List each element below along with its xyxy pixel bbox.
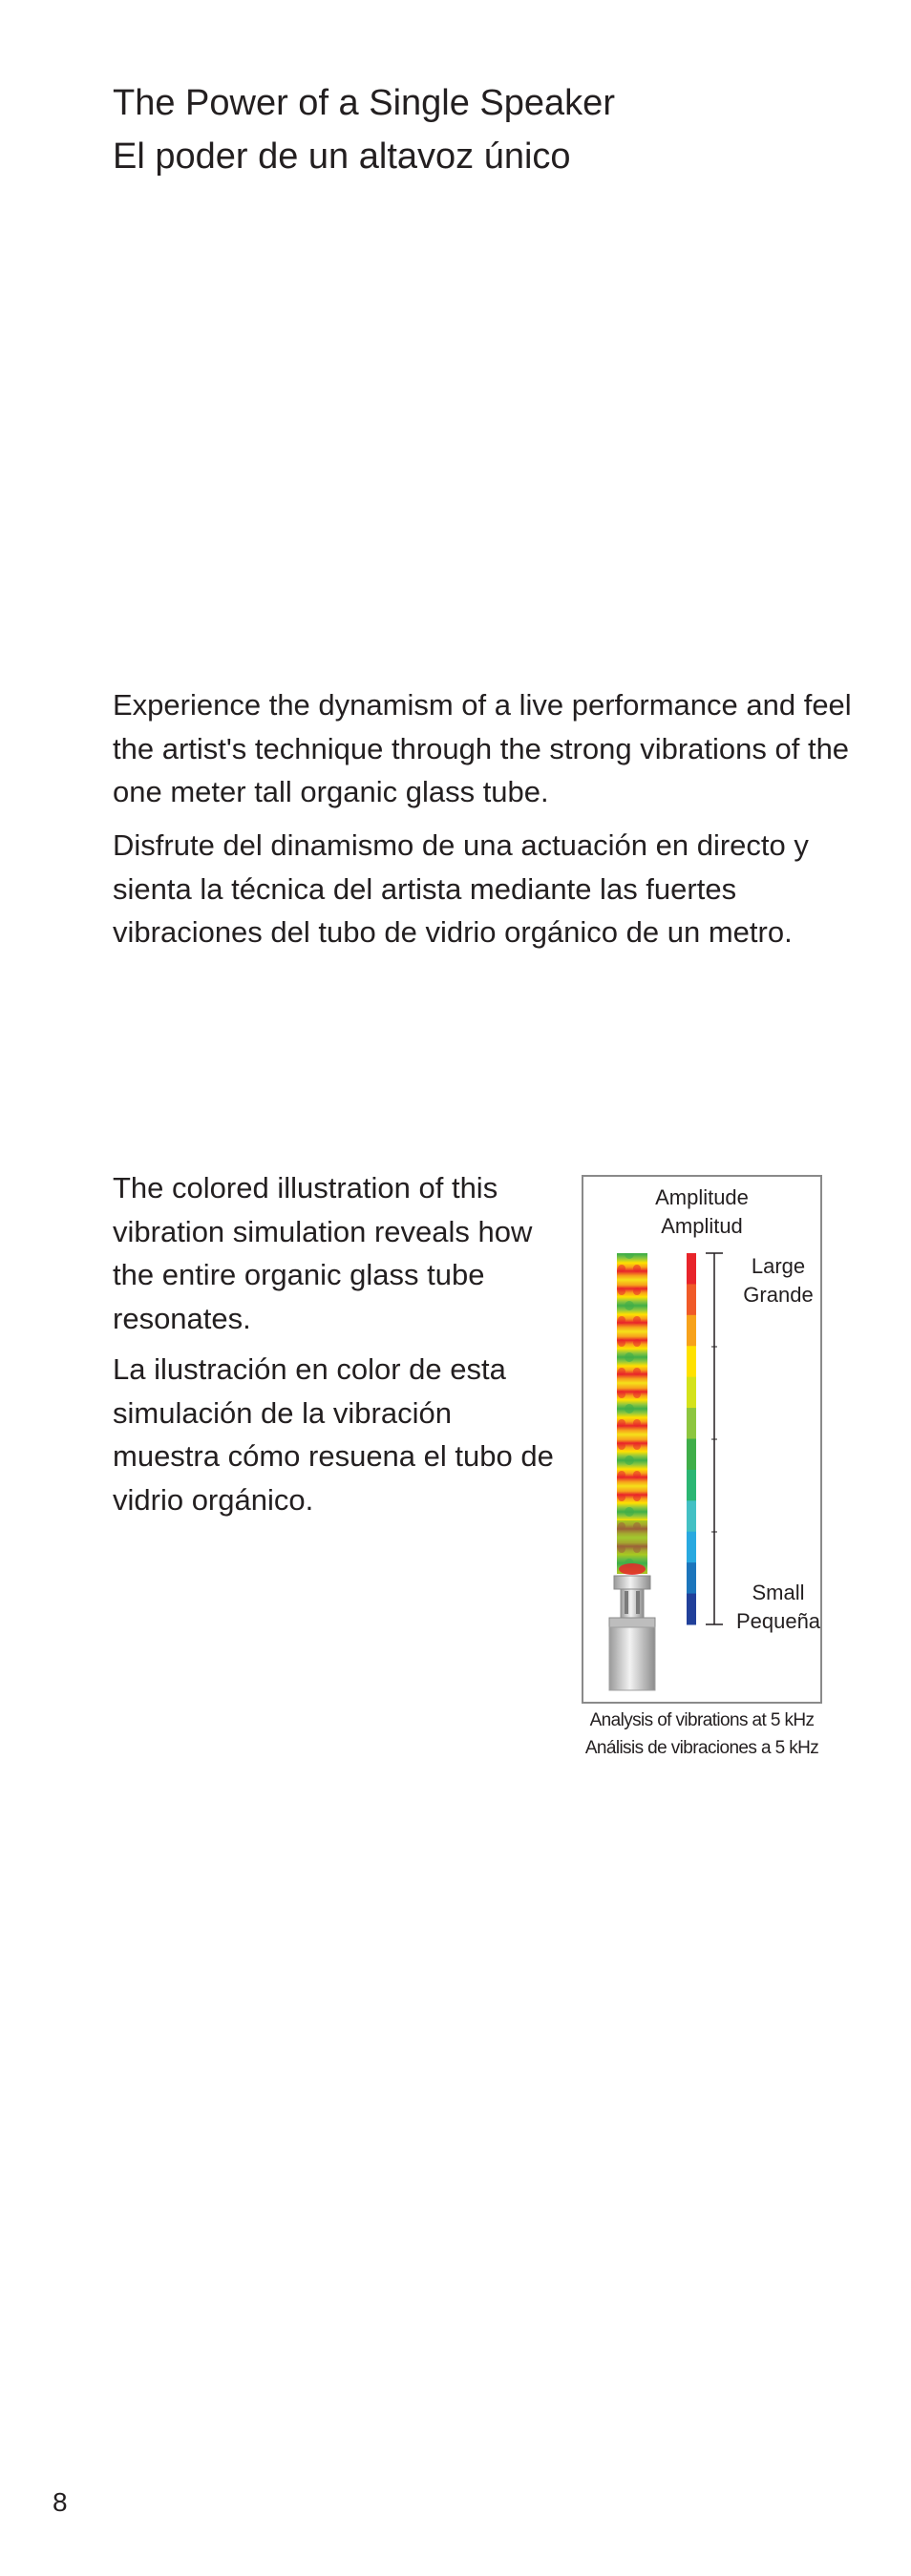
speaker-base — [609, 1627, 655, 1690]
speaker-stem-right — [636, 1591, 640, 1614]
speaker-stem — [621, 1589, 644, 1618]
scale-color-segment — [687, 1284, 696, 1315]
illustration-paragraph-english: The colored illustration of this vibration simulation reveals how the entire organic glass tube resonates. — [113, 1171, 533, 1335]
speaker-stem-left — [625, 1591, 628, 1614]
scale-color-segment — [687, 1470, 696, 1501]
scale-color-segment — [687, 1408, 696, 1439]
speaker-collar — [614, 1576, 650, 1589]
title-english: The Power of a Single Speaker — [113, 83, 615, 123]
scale-color-segment — [687, 1346, 696, 1377]
vibration-simulation-figure — [582, 1175, 822, 1704]
small-label — [732, 1579, 824, 1636]
small-label-spanish: Pequeña — [735, 1609, 821, 1633]
intro-paragraph-spanish: Disfrute del dinamismo de una actuación en directo y sienta la técnica del artista mediante las fuertes vibraciones del tubo de vidrio orgánico de un metro. — [113, 828, 809, 949]
scale-color-segment — [687, 1500, 696, 1532]
illustration-paragraph-spanish: La ilustración en color de esta simulación de la vibración muestra cómo resuena el tubo de vidrio orgánico. — [113, 1352, 554, 1517]
scale-color-segment — [687, 1377, 696, 1409]
title-spanish: El poder de un altavoz único — [113, 136, 571, 177]
large-label-spanish: Grande — [743, 1283, 814, 1307]
scale-color-segment — [687, 1532, 696, 1563]
large-label-english: Large — [751, 1254, 806, 1278]
scale-color-segment — [687, 1253, 696, 1285]
scale-color-segment — [687, 1594, 696, 1625]
large-label — [732, 1252, 824, 1309]
caption-english: Analysis of vibrations at 5 kHz — [589, 1710, 815, 1730]
intro-paragraph-english: Experience the dynamism of a live performance and feel the artist's technique through the strong vibrations of the one meter tall organic glass tube. — [113, 688, 852, 808]
amplitude-label-spanish: Amplitud — [661, 1214, 743, 1238]
caption-spanish: Análisis de vibraciones a 5 kHz — [584, 1738, 819, 1758]
scale-color-segment — [687, 1562, 696, 1594]
speaker-base-top — [609, 1618, 655, 1627]
scale-color-segment — [687, 1315, 696, 1347]
tube-base-hotspot — [619, 1563, 646, 1575]
amplitude-color-scale — [687, 1253, 696, 1625]
scale-color-segment — [687, 1439, 696, 1471]
amplitude-label-english: Amplitude — [655, 1185, 749, 1209]
page-number: 8 — [53, 2487, 68, 2517]
page-title — [113, 76, 615, 183]
small-label-english: Small — [752, 1581, 805, 1604]
figure-caption — [569, 1707, 835, 1762]
